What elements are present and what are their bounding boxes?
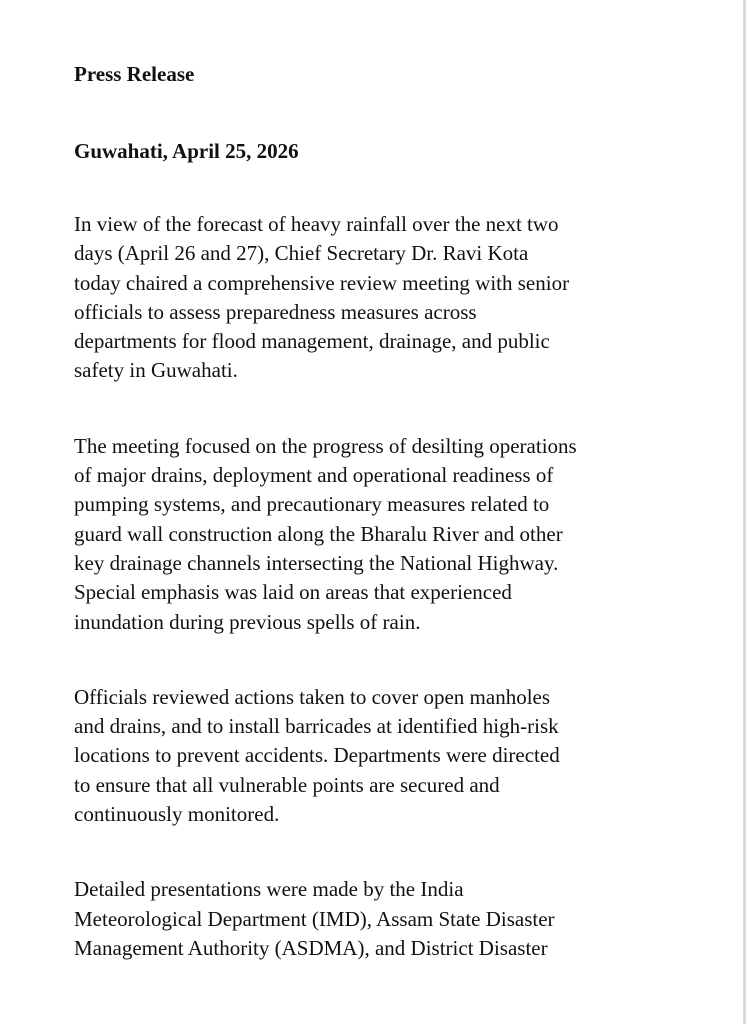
document-body [74, 58, 714, 1009]
dateline: Guwahati, April 25, 2026 [74, 139, 299, 163]
document-title: Press Release [74, 62, 195, 86]
paragraph-3: Officials reviewed actions taken to cover open manholes and drains, and to install barricades at identified high-risk locations to prevent accidents. Departments were directed to ensure that all vulnerable points are secured and continuously monitored. [74, 684, 560, 827]
paragraph-1: In view of the forecast of heavy rainfall over the next two days (April 26 and 27), Chief Secretary Dr. Ravi Kota today chaired a comprehensive review meeting with senior officials to assess preparedness measures across departments for flood management, drainage, and public safety in Guwahati. [74, 212, 570, 383]
paragraph-4: Detailed presentations were made by the India Meteorological Department (IMD), Assam State Disaster Management Authority (ASDMA), and District Disaster [74, 877, 555, 960]
paragraph-2: The meeting focused on the progress of desilting operations of major drains, deployment and operational readiness of pumping systems, and precautionary measures related to guard wall construction along the Bharalu River and other key drainage channels intersecting the National Highway. Special emphasis was laid on areas that experienced inundation during previous spells of rain. [74, 433, 577, 634]
